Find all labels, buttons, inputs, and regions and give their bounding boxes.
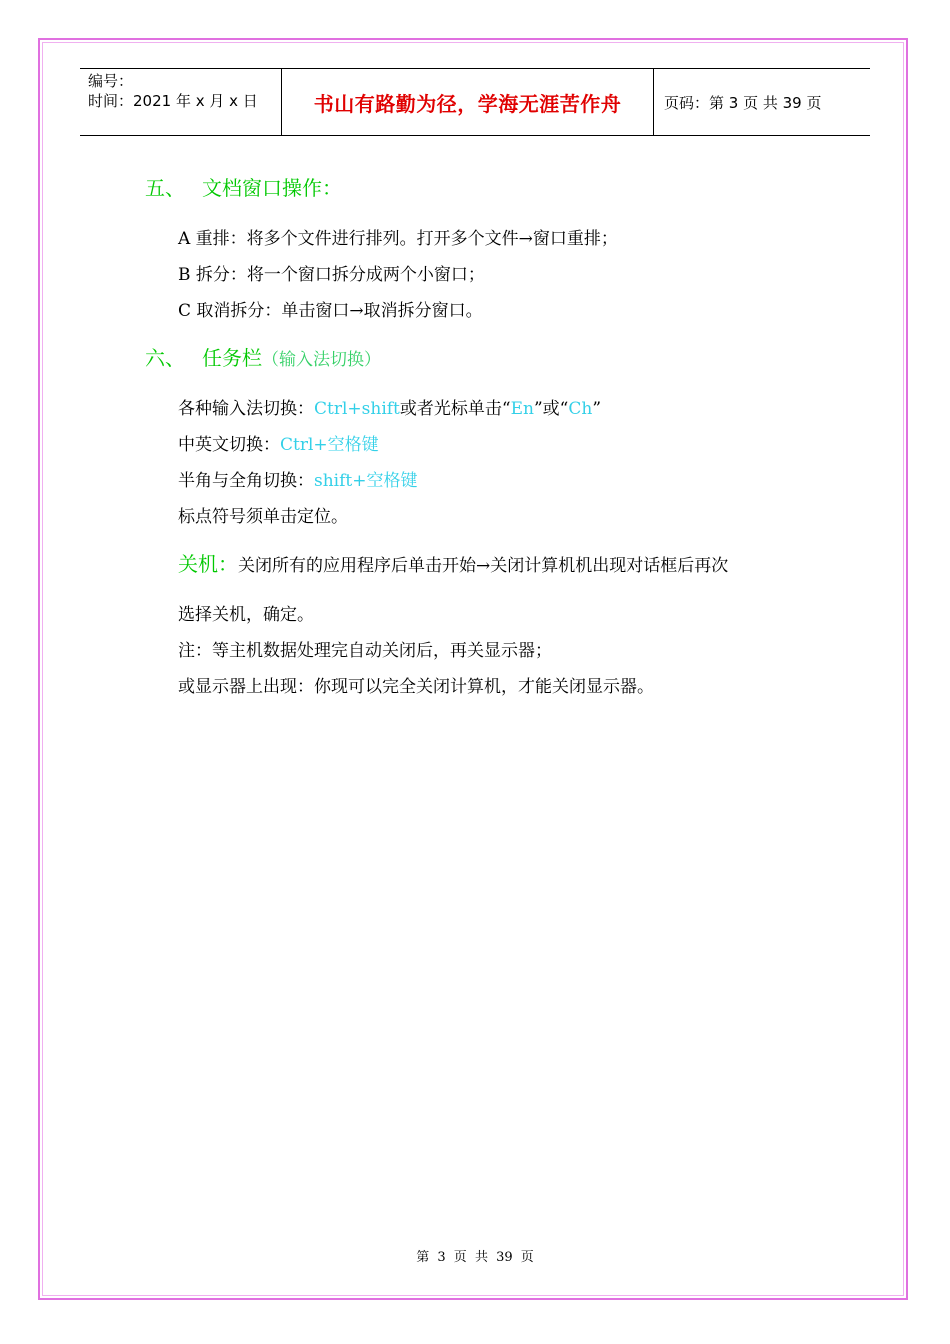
ch-label: Ch [568,399,593,419]
section-6-subtitle: （输入法切换） [262,350,381,370]
shutdown-line [178,548,728,577]
header-motto-cell [282,69,654,135]
punctuation-line: 标点符号须单击定位。 [178,507,348,527]
header-left-cell [80,69,282,135]
shortcut-keys: Ctrl+空格键 [280,435,379,455]
line-text: 或者光标单击“ [399,399,511,419]
footer-text: 第 [416,1250,430,1265]
note-line-2: 或显示器上出现：你现可以完全关闭计算机，才能关闭显示器。 [178,677,654,697]
section-6-number: 六、 [145,346,185,370]
shutdown-text: 关闭所有的应用程序后单击开始→关闭计算机机出现对话框后再次 [238,556,729,576]
footer-text: 共 [474,1250,488,1265]
line-text: ”或“ [533,399,569,419]
section-5-heading [145,172,342,201]
header-page-info: 页码：第 3 页 共 39 页 [664,93,822,112]
en-label: En [510,399,534,419]
section-5-title: 文档窗口操作： [202,176,342,200]
shortcut-keys: Ctrl+shift [314,399,400,419]
section-5-line-b: B 拆分：将一个窗口拆分成两个小窗口； [178,265,485,285]
time-label: 时间：2021 年 x 月 x 日 [88,92,258,110]
note-line-1: 注：等主机数据处理完自动关闭后，再关显示器； [178,641,552,661]
footer-text: 页 [453,1250,467,1265]
footer-total-pages: 39 [496,1250,513,1265]
footer-page-number: 3 [437,1250,446,1265]
shutdown-label: 关机： [178,552,238,576]
section-5-line-c: C 取消拆分：单击窗口→取消拆分窗口。 [178,301,483,321]
cn-en-switch-line [178,430,379,455]
section-6-heading [145,342,381,371]
header-table [80,68,870,136]
line-text: ” [592,399,602,419]
width-switch-line [178,466,417,491]
section-5-line-a: A 重排：将多个文件进行排列。打开多个文件→窗口重排； [178,229,618,249]
shortcut-keys: shift+空格键 [314,471,418,491]
number-label: 编号： [88,72,134,90]
input-method-switch-line [178,394,601,419]
footer-text: 页 [520,1250,534,1265]
page-footer [0,1246,950,1265]
line-prefix: 半角与全角切换： [178,471,314,491]
section-5-number: 五、 [145,176,185,200]
motto: 书山有路勤为径，学海无涯苦作舟 [313,91,622,116]
shutdown-line-2: 选择关机，确定。 [178,605,314,625]
line-prefix: 各种输入法切换： [178,399,314,419]
line-prefix: 中英文切换： [178,435,280,455]
section-6-title: 任务栏 [202,346,262,370]
